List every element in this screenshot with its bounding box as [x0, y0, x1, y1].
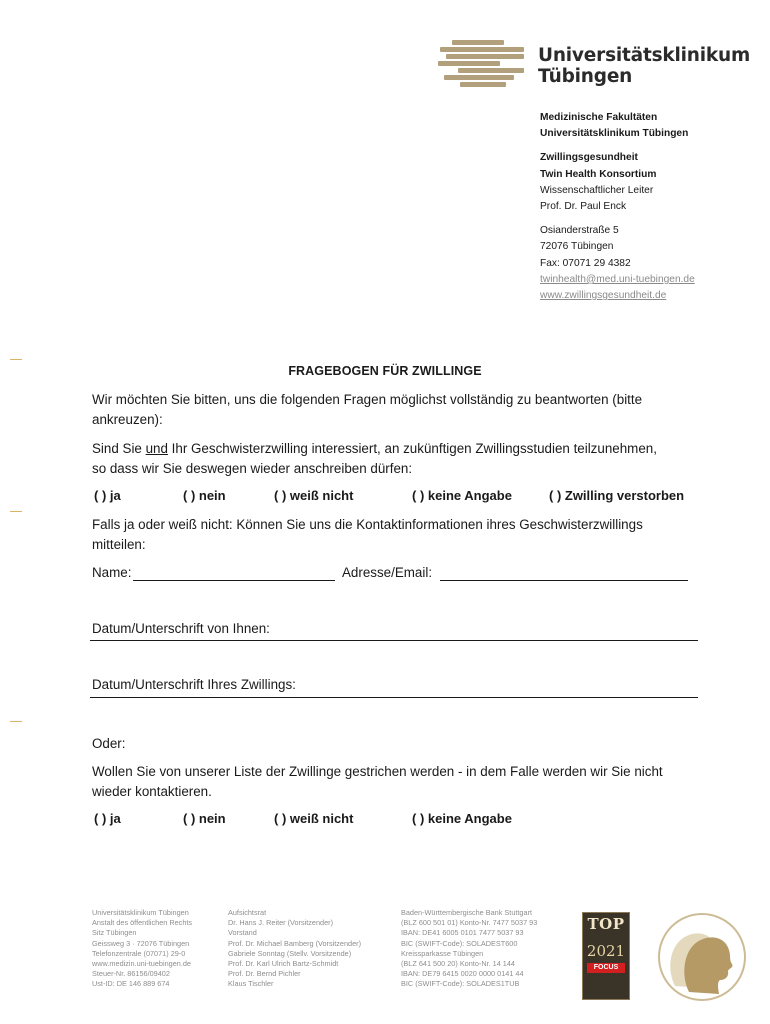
footer-text: Universitätsklinikum Tübingen [92, 908, 189, 917]
intro-line-1: Wir möchten Sie bitten, uns die folgenden Fragen möglichst vollständig zu beantworten (bitte [92, 392, 643, 407]
option-ja[interactable]: ( ) ja [94, 488, 121, 503]
footer-text: (BLZ 600 501 01) Konto-Nr. 7477 5037 93 [401, 918, 538, 928]
twin-heads-logo-icon [657, 912, 747, 1002]
email-link[interactable]: twinhealth@med.uni-tuebingen.de [540, 273, 695, 285]
footer-text: Klaus Tischler [228, 979, 274, 989]
address-label: Adresse/Email: [342, 565, 433, 580]
footer-text: Baden-Württembergische Bank Stuttgart [401, 908, 533, 917]
footer-text: BIC (SWIFT-Code): SOLADES1TUB [401, 979, 520, 989]
footer-text: IBAN: DE79 6415 0020 0000 0141 44 [401, 969, 524, 979]
signature-self-field[interactable] [90, 640, 698, 641]
city: 72076 Tübingen [540, 241, 614, 253]
option-weiss-nicht[interactable]: ( ) weiß nicht [274, 488, 354, 503]
option-keine-angabe[interactable]: ( ) keine Angabe [412, 811, 512, 826]
faculty-line-1: Medizinische Fakultäten [540, 112, 658, 123]
signature-twin-label: Datum/Unterschrift Ihres Zwillings: [92, 677, 296, 692]
question-2-line-1: Falls ja oder weiß nicht: Können Sie uns die Kontaktinformationen ihres Geschwisterzwillings [92, 517, 643, 532]
logo-mark-icon [438, 40, 526, 88]
footer-text: Ust-ID: DE 146 889 674 [92, 979, 170, 989]
intro-paragraph [92, 390, 702, 430]
footer-text: (BLZ 641 500 20) Konto-Nr. 14 144 [401, 959, 515, 969]
fold-mark [10, 721, 22, 722]
footer-text: Kreissparkasse Tübingen [401, 948, 484, 958]
oder-label: Oder: [92, 736, 126, 751]
question-1 [92, 439, 702, 479]
address-field[interactable] [440, 580, 688, 581]
footer-text: Telefonzentrale (07071) 29-0 [92, 948, 186, 958]
leader-name: Prof. Dr. Paul Enck [540, 201, 627, 213]
signature-twin-field[interactable] [90, 697, 698, 698]
fold-mark [10, 359, 22, 360]
option-zwilling-verstorben[interactable]: ( ) Zwilling verstorben [549, 488, 685, 503]
logo-line-2: Tübingen [538, 66, 633, 87]
footer-column-institution [92, 908, 192, 990]
website-link[interactable]: www.zwillingsgesundheit.de [540, 290, 667, 302]
logo-wordmark [538, 45, 750, 87]
fax: Fax: 07071 29 4382 [540, 257, 631, 269]
footer-text: Prof. Dr. Bernd Pichler [228, 969, 301, 979]
name-label: Name: [92, 565, 132, 580]
option-nein[interactable]: ( ) nein [183, 811, 226, 826]
footer-text: Anstalt des öffentlichen Rechts [92, 918, 193, 928]
option-keine-angabe[interactable]: ( ) keine Angabe [412, 488, 512, 503]
fold-mark [10, 511, 22, 512]
contact-row [92, 565, 131, 580]
department-line-1: Zwillingsgesundheit [540, 152, 638, 164]
street: Osianderstraße 5 [540, 225, 619, 237]
option-nein[interactable]: ( ) nein [183, 488, 226, 503]
footer-text: Sitz Tübingen [92, 928, 137, 938]
logo-line-1: Universitätsklinikum [538, 45, 751, 66]
seal-year: 2021 [586, 942, 626, 960]
footer-text: IBAN: DE41 6005 0101 7477 5037 93 [401, 928, 524, 938]
footer-text: Geissweg 3 · 72076 Tübingen [92, 938, 190, 948]
question-2 [92, 515, 702, 555]
seal-badge: FOCUS [587, 963, 625, 973]
footer-text: Aufsichtsrat [228, 908, 267, 917]
footer-text: Dr. Hans J. Reiter (Vorsitzender) [228, 918, 334, 928]
emphasis-und: und [145, 441, 168, 456]
option-ja[interactable]: ( ) ja [94, 811, 121, 826]
question-3-line-2: wieder kontaktieren. [92, 784, 212, 799]
footer-column-bank [401, 908, 537, 990]
faculty-line-2: Universitätsklinikum Tübingen [540, 128, 689, 140]
focus-top-seal-icon [582, 912, 630, 1000]
option-weiss-nicht[interactable]: ( ) weiß nicht [274, 811, 354, 826]
question-3-line-1: Wollen Sie von unserer Liste der Zwillinge gestrichen werden - in dem Falle werden wir Sie nicht [92, 764, 663, 779]
question-1-line-2: so dass wir Sie deswegen wieder anschreiben dürfen: [92, 461, 413, 476]
footer-text: Vorstand [228, 928, 257, 938]
question-1-line-1: Sind Sie und Ihr Geschwisterzwilling interessiert, an zukünftigen Zwillingsstudien teilzunehmen, [92, 441, 657, 456]
name-field[interactable] [133, 580, 335, 581]
leader-role: Wissenschaftlicher Leiter [540, 184, 654, 196]
footer-text: www.medizin.uni-tuebingen.de [92, 959, 191, 969]
footer-text: Gabriele Sonntag (Stellv. Vorsitzende) [228, 948, 352, 958]
footer-text: Steuer-Nr. 86156/09402 [92, 969, 170, 979]
form-title: FRAGEBOGEN FÜR ZWILLINGE [288, 364, 482, 378]
department-line-2: Twin Health Konsortium [540, 168, 657, 180]
seal-top-text: TOP [587, 915, 625, 933]
letterhead-address [540, 110, 695, 304]
footer-text: BIC (SWIFT-Code): SOLADEST600 [401, 938, 518, 948]
question-3 [92, 762, 702, 802]
question-2-line-2: mitteilen: [92, 537, 146, 552]
footer-text: Prof. Dr. Michael Bamberg (Vorsitzender) [228, 938, 362, 948]
signature-self-label: Datum/Unterschrift von Ihnen: [92, 621, 270, 636]
footer-column-board [228, 908, 361, 990]
footer-text: Prof. Dr. Karl Ulrich Bartz-Schmidt [228, 959, 339, 969]
intro-line-2: ankreuzen): [92, 412, 163, 427]
